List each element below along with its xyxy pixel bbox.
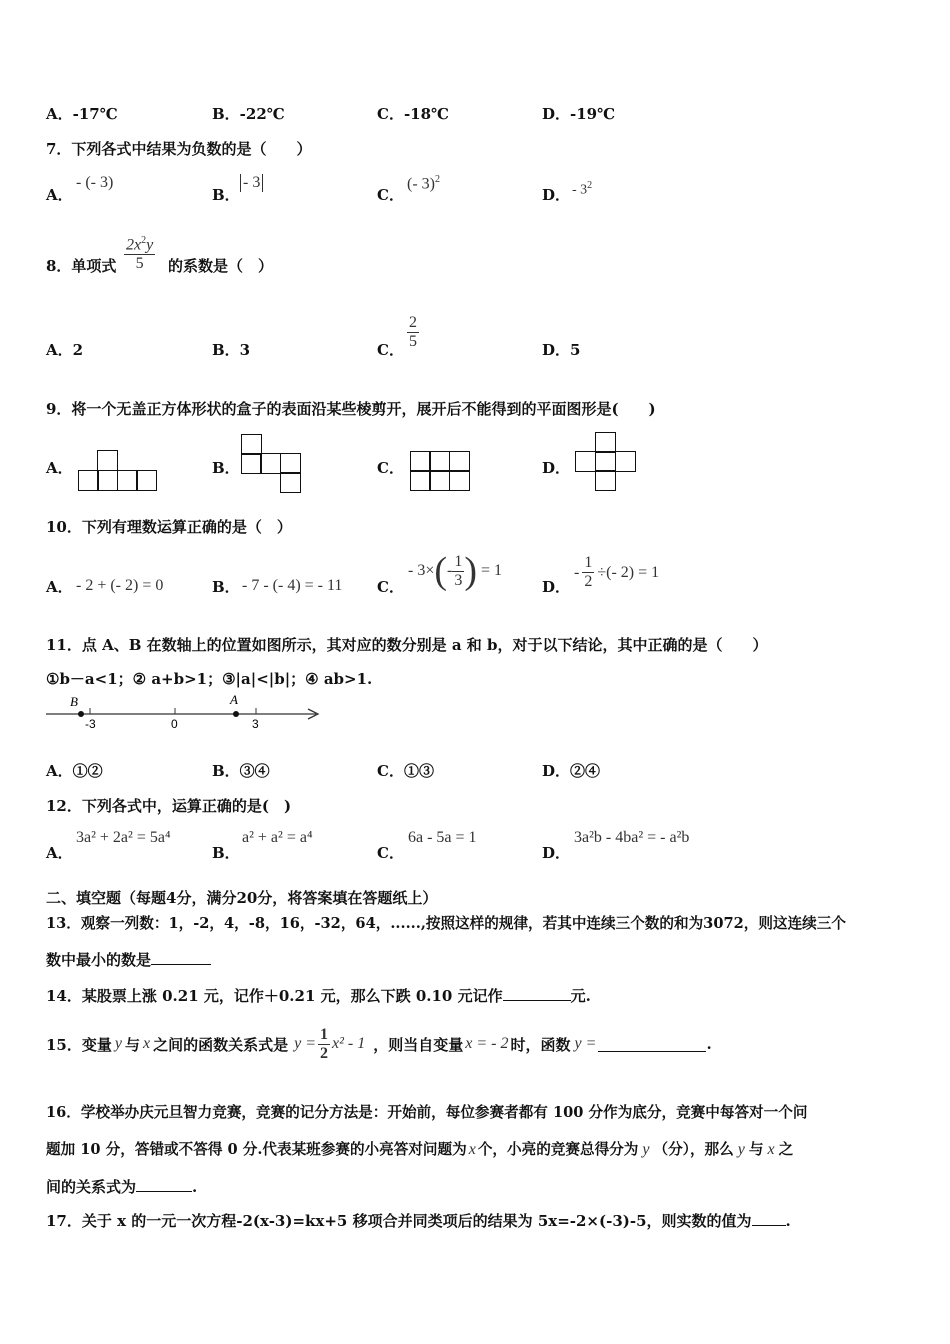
q9-net-a: [78, 450, 158, 492]
q15-frac-den: 2: [320, 1044, 329, 1062]
q17-end: .: [785, 1212, 791, 1230]
q15-mid3: ，则当自变量: [373, 1035, 464, 1054]
q10-option-c-label: C．: [377, 578, 404, 596]
q11-stem: 11．点 A、B 在数轴上的位置如图所示，其对应的数分别是 a 和 b，对于以下结论，其中正确的是（ ）: [46, 636, 768, 654]
q10-option-c-den: 3: [454, 571, 463, 589]
q15-y-equals: y =: [574, 1035, 597, 1052]
q14-answer-blank[interactable]: [503, 986, 571, 1001]
q7-option-a-expr: - (- 3): [76, 174, 114, 191]
q12-stem: 12．下列各式中，运算正确的是( ): [46, 797, 292, 815]
q16-var-y2: y: [737, 1141, 745, 1158]
section2-heading: 二、填空题（每题4分，满分20分，将答案填在答题纸上）: [46, 889, 438, 907]
q15-var-y: y: [114, 1035, 122, 1052]
q10-option-c-pre: - 3×: [408, 562, 435, 579]
q10-option-d-label: D．: [542, 578, 571, 596]
q16-line2-mid: 个，小亮的竞赛总得分为: [477, 1141, 639, 1158]
q7-option-c-exp: 2: [434, 174, 440, 185]
q11-option-d: D．②④: [542, 762, 601, 780]
q16-var-x2: x: [767, 1141, 775, 1158]
tick-label-0: 0: [171, 717, 178, 731]
q15-mid2: 之间的函数关系式是: [153, 1035, 289, 1054]
q7-option-c-label: C．: [377, 186, 404, 204]
q15-expr-y: y =: [294, 1035, 317, 1052]
q10-stem: 10．下列有理数运算正确的是（ ）: [46, 518, 292, 536]
q15-pre: 15．变量: [46, 1035, 112, 1054]
q7-option-d-expr: - 3: [572, 182, 588, 198]
q15-answer-blank[interactable]: [598, 1037, 706, 1052]
q8-option-d: D．5: [542, 341, 581, 359]
q17-answer-blank[interactable]: [752, 1211, 786, 1226]
q13-answer-blank[interactable]: [151, 950, 211, 965]
q10-option-b-expr: - 7 - (- 4) = - 11: [242, 577, 343, 594]
q9-net-d: [575, 432, 637, 492]
q11-number-line: [44, 692, 324, 732]
point-b: [78, 711, 84, 717]
q10-option-a-label: A．: [46, 578, 73, 596]
q16-line2-mid2: （分），那么: [653, 1141, 734, 1158]
q16-line2-pre: 题加 10 分，答错或不答得 0 分.代表某班参赛的小亮答对问题为: [46, 1141, 467, 1158]
q8-option-c-num: 2: [409, 314, 417, 331]
point-a: [233, 711, 239, 717]
q10-option-c-fraction: [452, 553, 464, 590]
q9-option-d-label: D．: [542, 459, 571, 477]
q12-option-d-expr: 3a²b - 4ba² = - a²b: [574, 829, 690, 846]
q15-mid4: 时，函数: [510, 1035, 571, 1054]
q6-option-c: C．-18℃: [377, 105, 450, 123]
q16-line2-end: 之: [778, 1141, 794, 1158]
q7-option-b-label: B．: [212, 186, 240, 204]
q7-stem: 7．下列各式中结果为负数的是（ ）: [46, 140, 312, 158]
q16-line1: 16．学校举办庆元旦智力竞赛，竞赛的记分方法是：开始前，每位参赛者都有 100 分作为底分，竞赛中每答对一个问: [46, 1104, 808, 1121]
q10-option-c-num: 1: [454, 552, 463, 570]
q7-option-a-label: A．: [46, 186, 73, 204]
q8-frac-den: 5: [135, 255, 144, 273]
q15-expr-tail: x² - 1: [332, 1035, 366, 1052]
q15-mid1: 与: [124, 1035, 140, 1054]
q10-option-d-num: 1: [584, 554, 593, 571]
q9-stem: 9．将一个无盖正方体形状的盒子的表面沿某些棱剪开，展开后不能得到的平面图形是( ): [46, 400, 656, 418]
q7-option-d-label: D．: [542, 186, 571, 204]
q12-option-a-label: A．: [46, 844, 73, 862]
q10-option-b-label: B．: [212, 578, 240, 596]
q15-condition: x = - 2: [465, 1035, 509, 1052]
q10-option-a-expr: - 2 + (- 2) = 0: [76, 577, 164, 594]
q12-option-c-label: C．: [377, 844, 404, 862]
q16-var-x: x: [468, 1141, 476, 1158]
q10-option-d-pre: -: [574, 563, 580, 581]
point-a-label: A: [230, 692, 238, 707]
q13-line2: 数中最小的数是: [46, 951, 152, 969]
q8-stem-tail: 的系数是（ ）: [168, 257, 274, 275]
q14-pre: 14．某股票上涨 0.21 元，记作＋0.21 元，那么下跌 0.10 元记作: [46, 987, 503, 1005]
q10-option-d-fraction: [582, 554, 594, 591]
q8-option-c-den: 5: [409, 333, 417, 350]
q15-frac-num: 1: [320, 1025, 329, 1043]
q9-option-c-label: C．: [377, 459, 404, 477]
point-b-label: B: [70, 694, 78, 709]
q9-option-a-label: A．: [46, 459, 73, 477]
q9-option-b-label: B．: [212, 459, 240, 477]
q15-end: .: [706, 1035, 712, 1053]
q8-option-c-label: C．: [377, 341, 404, 359]
q16-line3: 间的关系式为: [46, 1178, 137, 1196]
tick-label-3: 3: [252, 717, 259, 731]
q11-option-b: B．③④: [212, 762, 270, 780]
q14-post: 元.: [570, 987, 591, 1005]
q10-option-d-post: ÷(- 2) = 1: [597, 563, 660, 581]
q8-option-c-fraction: [407, 314, 419, 351]
q6-option-a: A．-17℃: [46, 105, 118, 123]
q7-option-d-exp: 2: [587, 180, 593, 191]
q12-option-a-expr: 3a² + 2a² = 5a⁴: [76, 829, 171, 846]
q16-line2-mid3: 与: [748, 1141, 764, 1158]
q8-option-a: A．2: [46, 341, 84, 359]
q12-option-c-expr: 6a - 5a = 1: [408, 829, 477, 846]
q15-var-x: x: [143, 1035, 151, 1052]
q7-option-c-expr: (- 3): [407, 175, 435, 193]
q6-option-b: B．-22℃: [212, 105, 285, 123]
q10-option-c-post: = 1: [481, 562, 503, 579]
q16-line3-end: .: [192, 1178, 198, 1196]
q6-option-d: D．-19℃: [542, 105, 616, 123]
q11-option-a: A．①②: [46, 762, 103, 780]
q13-line1: 13．观察一列数：1，-2，4，-8，16，-32，64，......,按照这样的规律，若其中连续三个数的和为3072，则这连续三个: [46, 915, 846, 932]
q7-option-b-expr: - 3: [240, 174, 263, 192]
q8-stem-number: 8．单项式: [46, 257, 117, 275]
q9-net-c: [410, 451, 471, 491]
q15-fraction: [318, 1026, 330, 1063]
q8-option-b: B．3: [212, 341, 251, 359]
q11-option-c: C．①③: [377, 762, 434, 780]
q9-net-b: [241, 434, 303, 494]
q12-option-b-label: B．: [212, 844, 240, 862]
q16-answer-blank[interactable]: [136, 1177, 192, 1192]
tick-label-neg3: -3: [85, 717, 96, 731]
q16-var-y: y: [642, 1141, 650, 1158]
q12-option-b-expr: a² + a² = a⁴: [242, 829, 313, 846]
q8-monomial-fraction: [124, 232, 155, 273]
q8-frac-num-pre: 2x: [126, 236, 142, 254]
q12-option-d-label: D．: [542, 844, 571, 862]
q10-option-d-den: 2: [584, 573, 593, 590]
q11-conclusions: ①b－a<1；② a+b>1；③|a|<|b|；④ ab>1.: [46, 670, 373, 688]
q8-frac-num-post: y: [146, 236, 154, 254]
q17-text: 17．关于 x 的一元一次方程-2(x-3)=kx+5 移项合并同类项后的结果为 5x=-2×(-3)-5，则实数的值为: [46, 1212, 752, 1230]
q8-frac-num-exp: 2: [141, 235, 147, 246]
